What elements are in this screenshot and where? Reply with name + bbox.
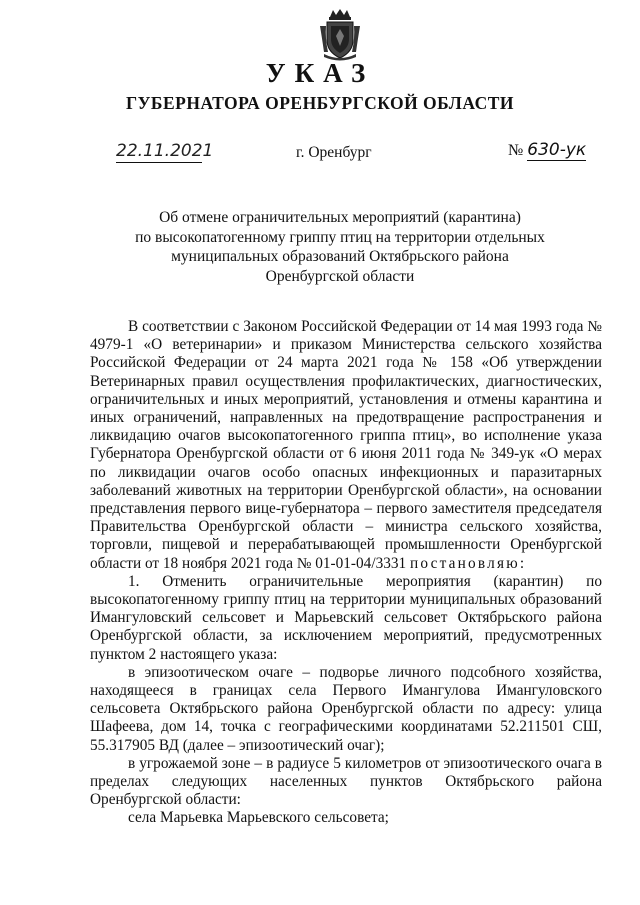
village-paragraph: села Марьевка Марьевского сельсовета; <box>128 809 389 827</box>
heading-line: Оренбургской области <box>265 267 415 285</box>
decree-heading <box>130 208 550 286</box>
decree-body <box>90 318 602 828</box>
item-1-paragraph: 1. Отменить ограничительные мероприятия (карантин) по высокопатогенному гриппу птиц на территории муниципальных образований Имангуловский сельсовет и Марьевский сельсовет Октябрьского района Оренбургской области, за исключением мероприятий, предусмотренных пунктом 2 настоящего указа: <box>90 572 602 663</box>
number-prefix: № <box>508 142 524 159</box>
decree-city: г. Оренбург <box>296 144 372 161</box>
focus-paragraph: в эпизоотическом очаге – подворье личного подсобного хозяйства, находящееся в границах села Первого Имангулова Имангуловского сельсовета Октябрьского района Оренбургской области по адресу: улица Шафеева, дом 14, точка с географическими координатами 52.211501 СШ, 55.317905 ВД (далее – эпизоотический очаг); <box>90 663 602 754</box>
document-subtitle: ГУБЕРНАТОРА ОРЕНБУРГСКОЙ ОБЛАСТИ <box>125 93 515 113</box>
threat-zone-paragraph: в угрожаемой зоне – в радиусе 5 километров от эпизоотического очага в пределах следующих населенных пунктов Октябрьского района Оренбургской области: <box>90 754 602 809</box>
decree-word: постановляю: <box>410 554 527 572</box>
preamble-paragraph <box>90 318 602 573</box>
number-value: 630-ук <box>527 140 587 160</box>
preamble-text: В соответствии с Законом Российской Федерации от 14 мая 1993 года № 4979-1 «О ветеринарии» и приказом Министерства сельского хозяйства Российской Федерации от 24 марта 2021 года № 158 «Об утверждении Ветеринарных правил осуществления профилактических, диагностических, ограничительных и иных мероприятий, установления и отмены карантина и иных ограничений, направленных на предотвращение распространения и ликвидацию очагов высокопатогенного гриппа птиц», во исполнение указа Губернатора Оренбургской области от 6 июня 2011 года № 349-ук «О мерах по ликвидации очагов особо опасных инфекционных и паразитарных заболеваний животных на территории Оренбургской области», на основании представления первого вице-губернатора – первого заместителя председателя Правительства Оренбургской области – министра сельского хозяйства, торговли, пищевой и перерабатывающей промышленности Оренбургской области от 18 ноября 2021 года № 01-01-04/3331 <box>90 318 602 572</box>
decree-date: 22.11.2021 <box>116 141 214 161</box>
coat-of-arms-icon <box>318 8 362 62</box>
heading-line: Об отмене ограничительных мероприятий (карантина) <box>159 209 521 226</box>
decree-number <box>508 140 586 161</box>
document-title: УКАЗ <box>265 58 375 88</box>
heading-line: по высокопатогенному гриппу птиц на территории отдельных <box>135 228 545 246</box>
heading-line: муниципальных образований Октябрьского района <box>171 248 509 266</box>
